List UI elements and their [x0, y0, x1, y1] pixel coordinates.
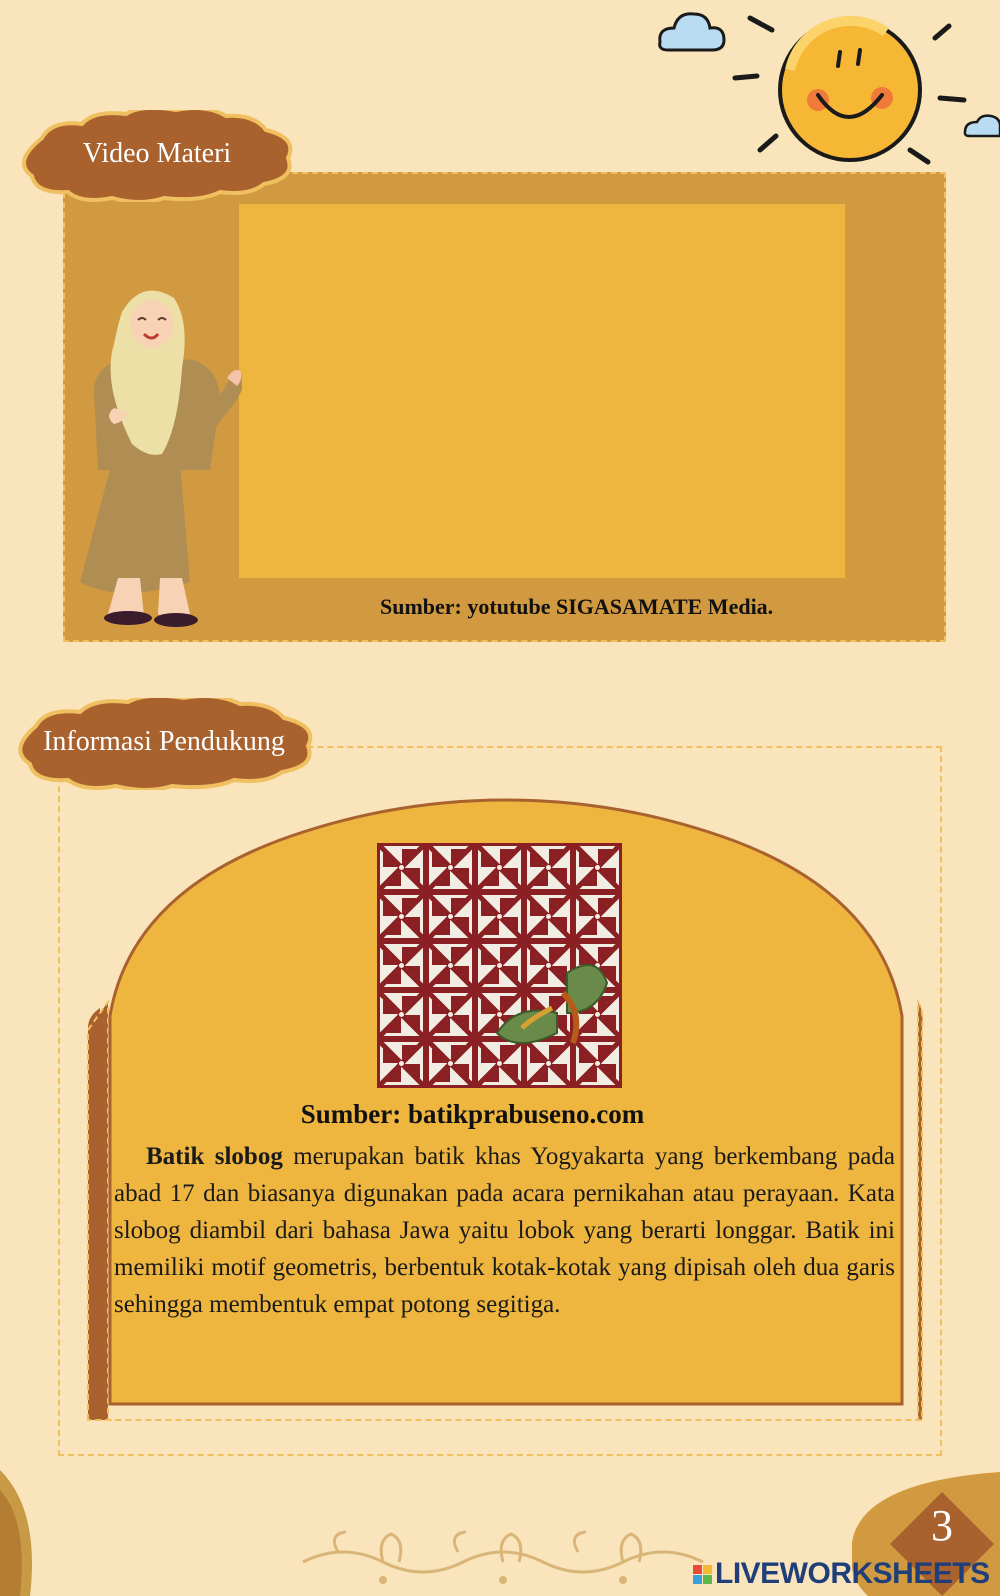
liveworksheets-logo-icon — [693, 1565, 712, 1584]
cloud-icon — [660, 14, 724, 50]
page-number: 3 — [931, 1501, 953, 1550]
liveworksheets-logo[interactable] — [693, 1556, 990, 1592]
liveworksheets-brand-text: LIVEWORKSHEETS — [715, 1557, 990, 1590]
ornament-divider — [298, 1522, 718, 1592]
teacher-illustration — [72, 282, 242, 642]
batik-term: Batik slobog — [146, 1143, 283, 1170]
video-section-title: Video Materi — [82, 138, 232, 169]
info-section-title: Informasi Pendukung — [43, 726, 285, 757]
corner-batik-decoration — [0, 1470, 100, 1596]
batik-description-text: merupakan batik khas Yogyakarta yang berkembang pada abad 17 dan biasanya digunakan pada acara pernikahan atau perayaan. Kata slobog diambil dari bahasa Jawa yaitu lobok yang berarti longgar. Batik ini memiliki motif geometris, berbentuk kotak-kotak yang dipisah oleh dua garis sehingga membentuk empat potong segitiga. — [114, 1143, 895, 1318]
batik-slobog-image — [377, 843, 622, 1088]
video-source-caption: Sumber: yotutube SIGASAMATE Media. — [380, 594, 774, 619]
video-player[interactable] — [239, 204, 845, 578]
batik-description — [114, 1138, 895, 1323]
info-section-label — [6, 698, 322, 790]
cloud-icon-small — [965, 116, 1000, 136]
video-section-label — [12, 110, 302, 202]
image-source-caption: Sumber: batikprabuseno.com — [300, 1099, 645, 1129]
